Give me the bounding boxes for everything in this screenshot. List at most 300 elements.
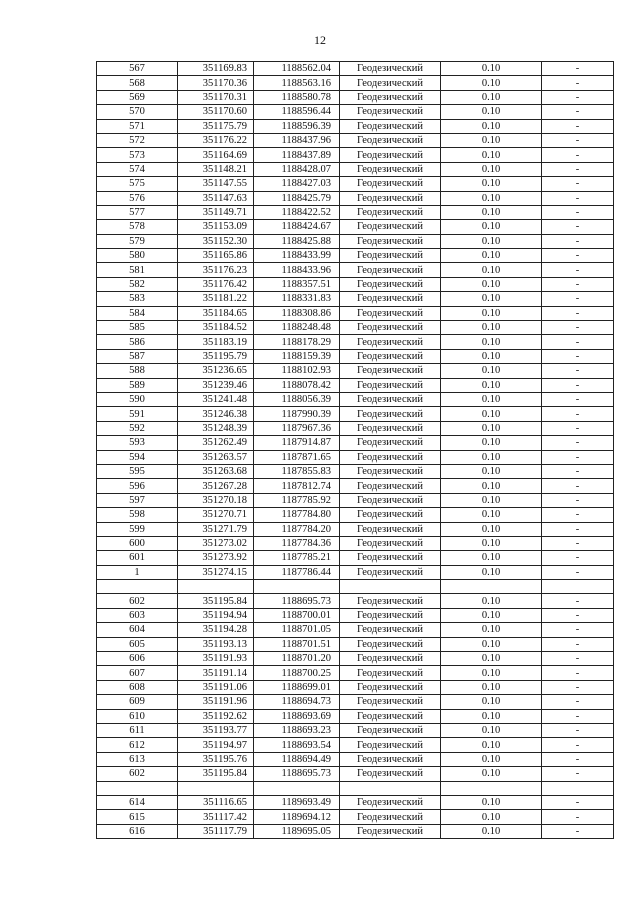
accuracy-cell: 0.10 <box>441 680 542 694</box>
point-number-cell: 580 <box>97 249 178 263</box>
x-coordinate-cell: 351147.63 <box>178 191 254 205</box>
table-row <box>97 436 614 450</box>
accuracy-cell: 0.10 <box>441 407 542 421</box>
point-number-cell: 587 <box>97 349 178 363</box>
table-row <box>97 62 614 76</box>
y-coordinate-cell: 1188422.52 <box>254 205 340 219</box>
point-number-cell: 609 <box>97 695 178 709</box>
y-coordinate-cell: 1188433.96 <box>254 263 340 277</box>
y-coordinate-cell: 1187785.92 <box>254 493 340 507</box>
accuracy-cell: 0.10 <box>441 349 542 363</box>
accuracy-cell: 0.10 <box>441 249 542 263</box>
y-coordinate-cell: 1188699.01 <box>254 680 340 694</box>
method-cell: Геодезический <box>340 738 441 752</box>
accuracy-cell: 0.10 <box>441 277 542 291</box>
point-number-cell: 605 <box>97 637 178 651</box>
point-number-cell: 602 <box>97 767 178 781</box>
method-cell: Геодезический <box>340 522 441 536</box>
accuracy-cell: 0.10 <box>441 205 542 219</box>
table-row <box>97 695 614 709</box>
empty-cell <box>254 580 340 594</box>
note-cell: - <box>542 493 614 507</box>
point-number-cell: 596 <box>97 479 178 493</box>
x-coordinate-cell: 351239.46 <box>178 378 254 392</box>
table-row <box>97 220 614 234</box>
coordinates-table-body <box>97 62 614 839</box>
point-number-cell: 595 <box>97 464 178 478</box>
table-row <box>97 392 614 406</box>
x-coordinate-cell: 351147.55 <box>178 177 254 191</box>
coordinates-table <box>96 61 614 839</box>
note-cell: - <box>542 349 614 363</box>
note-cell: - <box>542 249 614 263</box>
table-row <box>97 133 614 147</box>
note-cell: - <box>542 594 614 608</box>
method-cell: Геодезический <box>340 450 441 464</box>
x-coordinate-cell: 351183.19 <box>178 335 254 349</box>
accuracy-cell: 0.10 <box>441 335 542 349</box>
point-number-cell: 577 <box>97 205 178 219</box>
accuracy-cell: 0.10 <box>441 709 542 723</box>
accuracy-cell: 0.10 <box>441 191 542 205</box>
y-coordinate-cell: 1187967.36 <box>254 421 340 435</box>
x-coordinate-cell: 351270.71 <box>178 508 254 522</box>
y-coordinate-cell: 1188693.69 <box>254 709 340 723</box>
method-cell: Геодезический <box>340 205 441 219</box>
x-coordinate-cell: 351274.15 <box>178 565 254 579</box>
point-number-cell: 612 <box>97 738 178 752</box>
y-coordinate-cell: 1188563.16 <box>254 76 340 90</box>
note-cell: - <box>542 464 614 478</box>
method-cell: Геодезический <box>340 709 441 723</box>
method-cell: Геодезический <box>340 723 441 737</box>
point-number-cell: 569 <box>97 90 178 104</box>
x-coordinate-cell: 351181.22 <box>178 292 254 306</box>
table-row <box>97 90 614 104</box>
method-cell: Геодезический <box>340 148 441 162</box>
note-cell: - <box>542 148 614 162</box>
table-row <box>97 292 614 306</box>
table-row <box>97 680 614 694</box>
y-coordinate-cell: 1187990.39 <box>254 407 340 421</box>
y-coordinate-cell: 1188437.89 <box>254 148 340 162</box>
accuracy-cell: 0.10 <box>441 594 542 608</box>
table-row <box>97 263 614 277</box>
y-coordinate-cell: 1188425.79 <box>254 191 340 205</box>
note-cell: - <box>542 680 614 694</box>
x-coordinate-cell: 351191.96 <box>178 695 254 709</box>
table-row <box>97 536 614 550</box>
table-row <box>97 594 614 608</box>
note-cell: - <box>542 824 614 838</box>
table-row <box>97 349 614 363</box>
point-number-cell: 594 <box>97 450 178 464</box>
table-row <box>97 723 614 737</box>
y-coordinate-cell: 1187786.44 <box>254 565 340 579</box>
method-cell: Геодезический <box>340 407 441 421</box>
point-number-cell: 613 <box>97 752 178 766</box>
y-coordinate-cell: 1188331.83 <box>254 292 340 306</box>
x-coordinate-cell: 351195.79 <box>178 349 254 363</box>
note-cell: - <box>542 133 614 147</box>
method-cell: Геодезический <box>340 191 441 205</box>
method-cell: Геодезический <box>340 292 441 306</box>
table-row <box>97 752 614 766</box>
method-cell: Геодезический <box>340 62 441 76</box>
table-row <box>97 767 614 781</box>
accuracy-cell: 0.10 <box>441 133 542 147</box>
empty-cell <box>441 580 542 594</box>
accuracy-cell: 0.10 <box>441 608 542 622</box>
accuracy-cell: 0.10 <box>441 752 542 766</box>
y-coordinate-cell: 1188424.67 <box>254 220 340 234</box>
method-cell: Геодезический <box>340 479 441 493</box>
empty-cell <box>441 781 542 795</box>
method-cell: Геодезический <box>340 752 441 766</box>
accuracy-cell: 0.10 <box>441 810 542 824</box>
table-row <box>97 191 614 205</box>
table-row <box>97 306 614 320</box>
x-coordinate-cell: 351241.48 <box>178 392 254 406</box>
note-cell: - <box>542 723 614 737</box>
accuracy-cell: 0.10 <box>441 378 542 392</box>
point-number-cell: 572 <box>97 133 178 147</box>
method-cell: Геодезический <box>340 220 441 234</box>
accuracy-cell: 0.10 <box>441 436 542 450</box>
x-coordinate-cell: 351165.86 <box>178 249 254 263</box>
accuracy-cell: 0.10 <box>441 522 542 536</box>
x-coordinate-cell: 351116.65 <box>178 795 254 809</box>
table-row <box>97 421 614 435</box>
point-number-cell: 570 <box>97 105 178 119</box>
x-coordinate-cell: 351194.97 <box>178 738 254 752</box>
y-coordinate-cell: 1188693.54 <box>254 738 340 752</box>
method-cell: Геодезический <box>340 335 441 349</box>
point-number-cell: 604 <box>97 623 178 637</box>
x-coordinate-cell: 351191.06 <box>178 680 254 694</box>
method-cell: Геодезический <box>340 436 441 450</box>
note-cell: - <box>542 637 614 651</box>
point-number-cell: 602 <box>97 594 178 608</box>
table-row <box>97 148 614 162</box>
x-coordinate-cell: 351117.42 <box>178 810 254 824</box>
y-coordinate-cell: 1187914.87 <box>254 436 340 450</box>
note-cell: - <box>542 407 614 421</box>
point-number-cell: 581 <box>97 263 178 277</box>
table-row <box>97 508 614 522</box>
accuracy-cell: 0.10 <box>441 421 542 435</box>
table-row <box>97 493 614 507</box>
x-coordinate-cell: 351194.94 <box>178 608 254 622</box>
y-coordinate-cell: 1187785.21 <box>254 551 340 565</box>
point-number-cell: 568 <box>97 76 178 90</box>
method-cell: Геодезический <box>340 551 441 565</box>
empty-cell <box>178 781 254 795</box>
point-number-cell: 586 <box>97 335 178 349</box>
method-cell: Геодезический <box>340 234 441 248</box>
empty-cell <box>340 580 441 594</box>
accuracy-cell: 0.10 <box>441 162 542 176</box>
point-number-cell: 573 <box>97 148 178 162</box>
point-number-cell: 589 <box>97 378 178 392</box>
table-row <box>97 608 614 622</box>
point-number-cell: 599 <box>97 522 178 536</box>
method-cell: Геодезический <box>340 795 441 809</box>
y-coordinate-cell: 1188308.86 <box>254 306 340 320</box>
table-row <box>97 277 614 291</box>
note-cell: - <box>542 162 614 176</box>
table-row <box>97 709 614 723</box>
x-coordinate-cell: 351164.69 <box>178 148 254 162</box>
method-cell: Геодезический <box>340 76 441 90</box>
note-cell: - <box>542 234 614 248</box>
y-coordinate-cell: 1188596.44 <box>254 105 340 119</box>
empty-cell <box>97 580 178 594</box>
method-cell: Геодезический <box>340 249 441 263</box>
empty-cell <box>178 580 254 594</box>
y-coordinate-cell: 1188357.51 <box>254 277 340 291</box>
note-cell: - <box>542 752 614 766</box>
block-separator-row <box>97 580 614 594</box>
x-coordinate-cell: 351149.71 <box>178 205 254 219</box>
table-row <box>97 249 614 263</box>
point-number-cell: 588 <box>97 364 178 378</box>
x-coordinate-cell: 351176.23 <box>178 263 254 277</box>
y-coordinate-cell: 1187871.65 <box>254 450 340 464</box>
accuracy-cell: 0.10 <box>441 666 542 680</box>
table-row <box>97 738 614 752</box>
y-coordinate-cell: 1188701.05 <box>254 623 340 637</box>
accuracy-cell: 0.10 <box>441 623 542 637</box>
method-cell: Геодезический <box>340 767 441 781</box>
point-number-cell: 608 <box>97 680 178 694</box>
accuracy-cell: 0.10 <box>441 637 542 651</box>
point-number-cell: 593 <box>97 436 178 450</box>
y-coordinate-cell: 1188700.01 <box>254 608 340 622</box>
y-coordinate-cell: 1188580.78 <box>254 90 340 104</box>
page-number: 12 <box>314 33 326 47</box>
x-coordinate-cell: 351271.79 <box>178 522 254 536</box>
method-cell: Геодезический <box>340 277 441 291</box>
method-cell: Геодезический <box>340 421 441 435</box>
block-separator-row <box>97 781 614 795</box>
empty-cell <box>254 781 340 795</box>
empty-cell <box>340 781 441 795</box>
method-cell: Геодезический <box>340 680 441 694</box>
x-coordinate-cell: 351152.30 <box>178 234 254 248</box>
y-coordinate-cell: 1188425.88 <box>254 234 340 248</box>
note-cell: - <box>542 392 614 406</box>
x-coordinate-cell: 351192.62 <box>178 709 254 723</box>
table-row <box>97 623 614 637</box>
note-cell: - <box>542 479 614 493</box>
note-cell: - <box>542 450 614 464</box>
method-cell: Геодезический <box>340 392 441 406</box>
note-cell: - <box>542 536 614 550</box>
empty-cell <box>542 580 614 594</box>
method-cell: Геодезический <box>340 119 441 133</box>
point-number-cell: 601 <box>97 551 178 565</box>
method-cell: Геодезический <box>340 321 441 335</box>
accuracy-cell: 0.10 <box>441 148 542 162</box>
note-cell: - <box>542 263 614 277</box>
x-coordinate-cell: 351236.65 <box>178 364 254 378</box>
point-number-cell: 576 <box>97 191 178 205</box>
method-cell: Геодезический <box>340 90 441 104</box>
note-cell: - <box>542 795 614 809</box>
accuracy-cell: 0.10 <box>441 450 542 464</box>
accuracy-cell: 0.10 <box>441 536 542 550</box>
method-cell: Геодезический <box>340 637 441 651</box>
table-row <box>97 450 614 464</box>
y-coordinate-cell: 1188433.99 <box>254 249 340 263</box>
y-coordinate-cell: 1188694.73 <box>254 695 340 709</box>
accuracy-cell: 0.10 <box>441 493 542 507</box>
point-number-cell: 579 <box>97 234 178 248</box>
x-coordinate-cell: 351193.13 <box>178 637 254 651</box>
note-cell: - <box>542 191 614 205</box>
method-cell: Геодезический <box>340 349 441 363</box>
table-row <box>97 522 614 536</box>
point-number-cell: 591 <box>97 407 178 421</box>
x-coordinate-cell: 351262.49 <box>178 436 254 450</box>
x-coordinate-cell: 351184.52 <box>178 321 254 335</box>
note-cell: - <box>542 119 614 133</box>
x-coordinate-cell: 351263.57 <box>178 450 254 464</box>
y-coordinate-cell: 1187784.36 <box>254 536 340 550</box>
table-row <box>97 824 614 838</box>
y-coordinate-cell: 1188178.29 <box>254 335 340 349</box>
accuracy-cell: 0.10 <box>441 62 542 76</box>
accuracy-cell: 0.10 <box>441 551 542 565</box>
y-coordinate-cell: 1187784.80 <box>254 508 340 522</box>
table-row <box>97 105 614 119</box>
method-cell: Геодезический <box>340 695 441 709</box>
point-number-cell: 597 <box>97 493 178 507</box>
x-coordinate-cell: 351195.84 <box>178 594 254 608</box>
point-number-cell: 575 <box>97 177 178 191</box>
table-row <box>97 378 614 392</box>
note-cell: - <box>542 623 614 637</box>
table-row <box>97 335 614 349</box>
x-coordinate-cell: 351170.36 <box>178 76 254 90</box>
point-number-cell: 590 <box>97 392 178 406</box>
point-number-cell: 582 <box>97 277 178 291</box>
method-cell: Геодезический <box>340 824 441 838</box>
accuracy-cell: 0.10 <box>441 105 542 119</box>
method-cell: Геодезический <box>340 594 441 608</box>
x-coordinate-cell: 351170.31 <box>178 90 254 104</box>
y-coordinate-cell: 1188428.07 <box>254 162 340 176</box>
accuracy-cell: 0.10 <box>441 508 542 522</box>
table-row <box>97 205 614 219</box>
note-cell: - <box>542 666 614 680</box>
note-cell: - <box>542 105 614 119</box>
accuracy-cell: 0.10 <box>441 321 542 335</box>
note-cell: - <box>542 306 614 320</box>
note-cell: - <box>542 321 614 335</box>
table-row <box>97 479 614 493</box>
point-number-cell: 607 <box>97 666 178 680</box>
x-coordinate-cell: 351195.84 <box>178 767 254 781</box>
table-row <box>97 321 614 335</box>
point-number-cell: 606 <box>97 652 178 666</box>
note-cell: - <box>542 220 614 234</box>
x-coordinate-cell: 351176.42 <box>178 277 254 291</box>
y-coordinate-cell: 1188695.73 <box>254 767 340 781</box>
method-cell: Геодезический <box>340 162 441 176</box>
coordinates-table-container <box>96 61 614 839</box>
note-cell: - <box>542 767 614 781</box>
y-coordinate-cell: 1188695.73 <box>254 594 340 608</box>
x-coordinate-cell: 351148.21 <box>178 162 254 176</box>
method-cell: Геодезический <box>340 810 441 824</box>
table-row <box>97 551 614 565</box>
point-number-cell: 584 <box>97 306 178 320</box>
note-cell: - <box>542 378 614 392</box>
method-cell: Геодезический <box>340 464 441 478</box>
table-row <box>97 177 614 191</box>
x-coordinate-cell: 351248.39 <box>178 421 254 435</box>
method-cell: Геодезический <box>340 105 441 119</box>
note-cell: - <box>542 522 614 536</box>
y-coordinate-cell: 1188159.39 <box>254 349 340 363</box>
method-cell: Геодезический <box>340 508 441 522</box>
method-cell: Геодезический <box>340 623 441 637</box>
note-cell: - <box>542 810 614 824</box>
method-cell: Геодезический <box>340 493 441 507</box>
x-coordinate-cell: 351270.18 <box>178 493 254 507</box>
note-cell: - <box>542 335 614 349</box>
x-coordinate-cell: 351175.79 <box>178 119 254 133</box>
point-number-cell: 611 <box>97 723 178 737</box>
method-cell: Геодезический <box>340 565 441 579</box>
table-row <box>97 364 614 378</box>
x-coordinate-cell: 351191.93 <box>178 652 254 666</box>
x-coordinate-cell: 351117.79 <box>178 824 254 838</box>
x-coordinate-cell: 351246.38 <box>178 407 254 421</box>
table-row <box>97 810 614 824</box>
note-cell: - <box>542 551 614 565</box>
table-row <box>97 407 614 421</box>
accuracy-cell: 0.10 <box>441 119 542 133</box>
note-cell: - <box>542 695 614 709</box>
x-coordinate-cell: 351169.83 <box>178 62 254 76</box>
method-cell: Геодезический <box>340 133 441 147</box>
accuracy-cell: 0.10 <box>441 464 542 478</box>
table-row <box>97 119 614 133</box>
empty-cell <box>97 781 178 795</box>
method-cell: Геодезический <box>340 608 441 622</box>
table-row <box>97 795 614 809</box>
point-number-cell: 610 <box>97 709 178 723</box>
y-coordinate-cell: 1189694.12 <box>254 810 340 824</box>
note-cell: - <box>542 652 614 666</box>
y-coordinate-cell: 1188701.20 <box>254 652 340 666</box>
accuracy-cell: 0.10 <box>441 479 542 493</box>
method-cell: Геодезический <box>340 652 441 666</box>
note-cell: - <box>542 709 614 723</box>
y-coordinate-cell: 1188700.25 <box>254 666 340 680</box>
note-cell: - <box>542 421 614 435</box>
point-number-cell: 592 <box>97 421 178 435</box>
note-cell: - <box>542 738 614 752</box>
y-coordinate-cell: 1188694.49 <box>254 752 340 766</box>
accuracy-cell: 0.10 <box>441 565 542 579</box>
note-cell: - <box>542 90 614 104</box>
x-coordinate-cell: 351176.22 <box>178 133 254 147</box>
note-cell: - <box>542 436 614 450</box>
